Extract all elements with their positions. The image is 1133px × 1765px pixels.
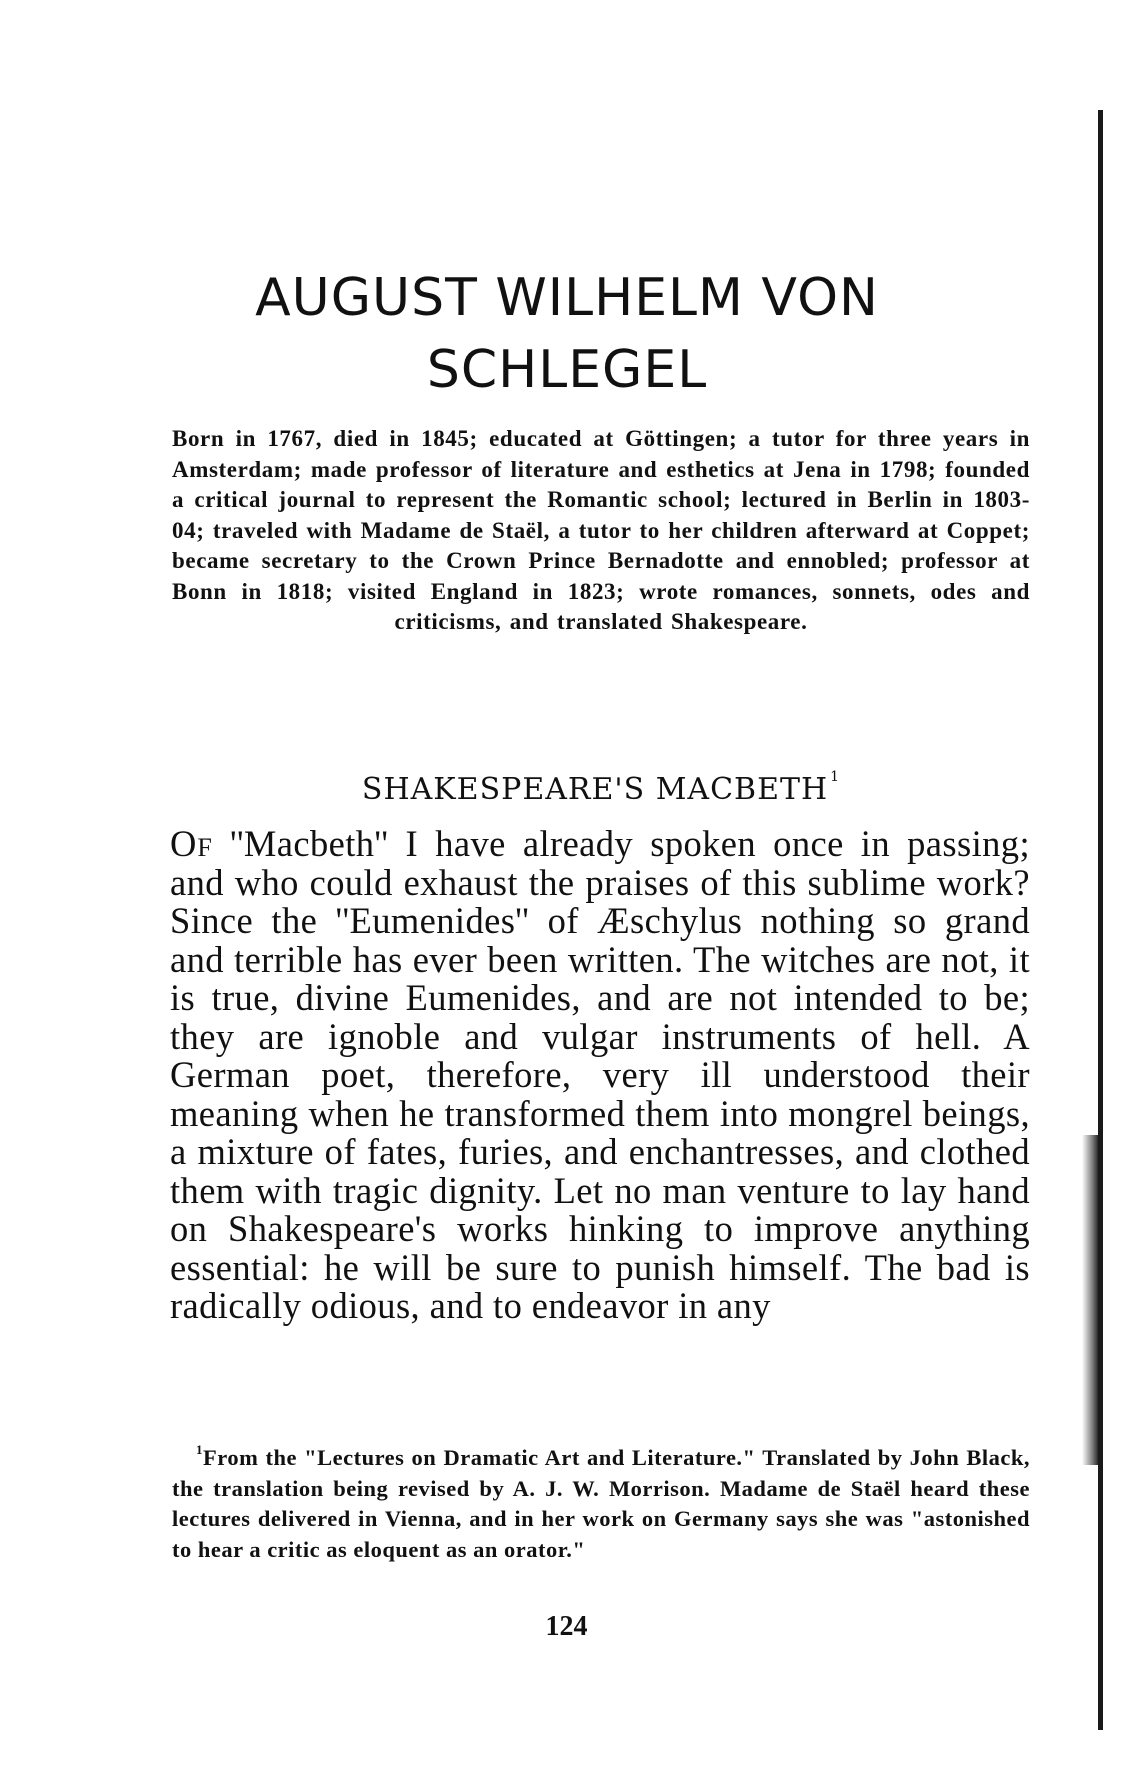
- footnote-text: From the "Lectures on Dramatic Art and Literature." Translated by John Black, the translation being revised by A. J. W. Morrison. Madame de Staël heard these lectures delivered in Vienna, and in her work on Germany says she was "astonished to hear a critic as eloquent as an orator.": [172, 1445, 1030, 1562]
- essay-text: ''Macbeth'' I have already spoken once in passing; and who could exhaust the praises of this sublime work? Since the ''Eumenides'' of Æschylus nothing so grand and terrible has ever been written. The witches are not, it is true, divine Eumenides, and are not intended to be; they are ignoble and vulgar instruments of hell. A German poet, therefore, very ill understood their meaning when he transformed them into mongrel beings, a mixture of fates, furies, and enchantresses, and clothed them with tragic dignity. Let no man venture to lay hand on Shakespeare's works hinking to improve anything essential: he will be sure to punish himself. The bad is radically odious, and to endeavor in any: [170, 823, 1030, 1326]
- footnote: [172, 1443, 1030, 1565]
- author-biography: Born in 1767, died in 1845; educated at Göttingen; a tutor for three years in Amsterdam; made professor of literature and esthetics at Jena in 1798; founded a critical journal to represent the Romantic school; lectured in Berlin in 1803-04; traveled with Madame de Staël, a tutor to her children afterward at Coppet; became secretary to the Crown Prince Bernadotte and ennobled; professor at Bonn in 1818; visited England in 1823; wrote romances, sonnets, odes and criticisms, and translated Shakespeare.: [172, 426, 1030, 634]
- essay-body: [170, 825, 1030, 1326]
- footnote-marker: 1: [196, 1442, 203, 1457]
- essay-lead-word: Of: [170, 823, 213, 864]
- section-footnote-marker: 1: [830, 769, 841, 785]
- page-number: 124: [545, 1611, 588, 1642]
- scan-page-edge: [1098, 110, 1103, 1730]
- scan-edge-shadow: [1082, 1135, 1098, 1465]
- section-heading: [172, 770, 1030, 810]
- title-line-1: AUGUST WILHELM VON: [255, 268, 879, 328]
- title-line-2: SCHLEGEL: [426, 340, 708, 400]
- section-heading-text: SHAKESPEARE'S MACBETH: [361, 772, 829, 807]
- page-title: [150, 262, 984, 406]
